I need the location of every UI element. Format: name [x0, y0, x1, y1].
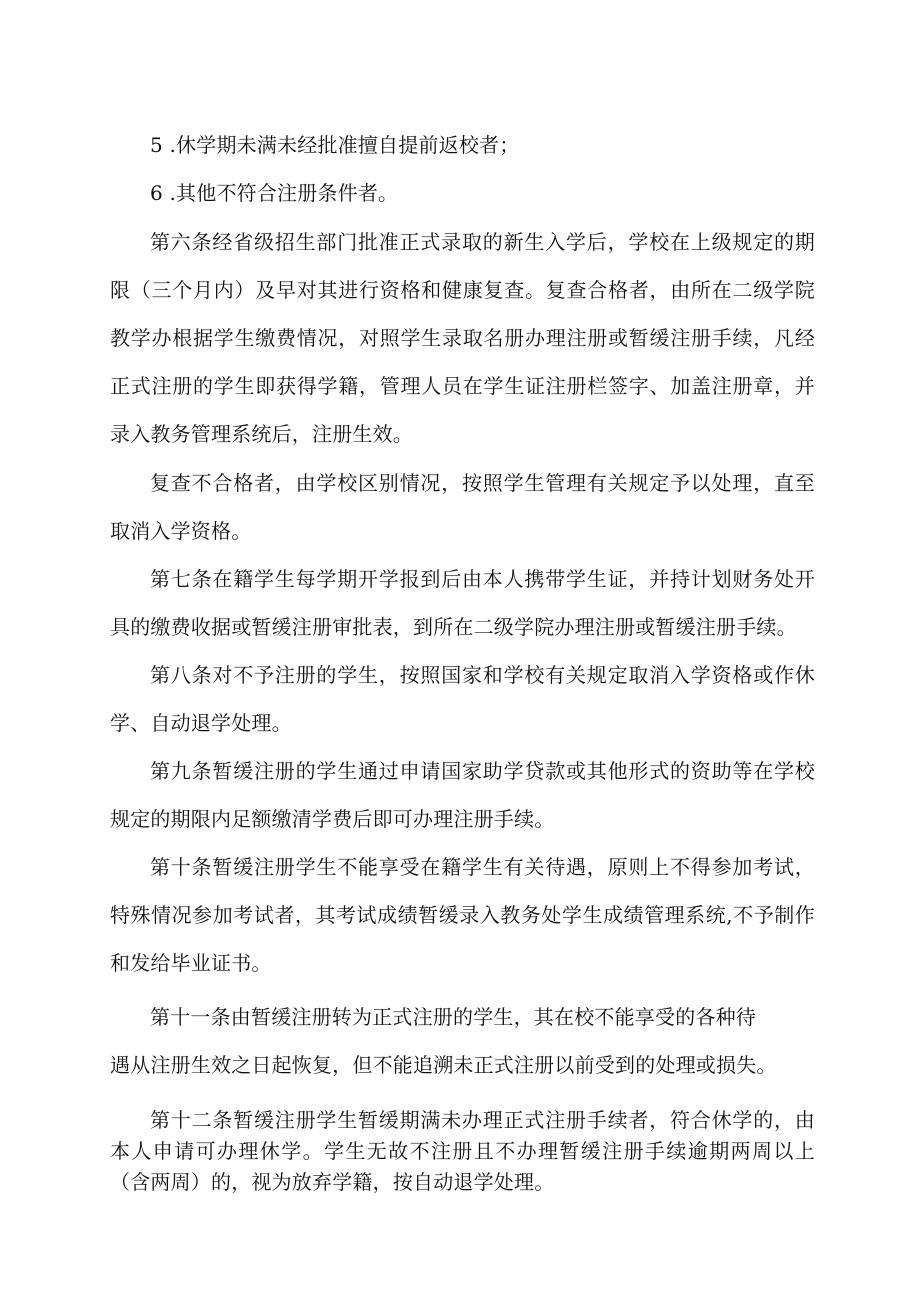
article-8: 第八条对不予注册的学生，按照国家和学校有关规定取消入学资格或作休学、自动退学处理。	[110, 663, 815, 735]
list-item-5: 5 .休学期未满未经批准擅自提前返校者；	[150, 133, 520, 157]
article-6-continuation: 复查不合格者，由学校区别情况，按照学生管理有关规定予以处理，直至取消入学资格。	[110, 471, 815, 543]
article-9: 第九条暂缓注册的学生通过申请国家助学贷款或其他形式的资助等在学校规定的期限内足额缴清学费后即可办理注册手续。	[110, 759, 815, 831]
article-6: 第六条经省级招生部门批准正式录取的新生入学后，学校在上级规定的期限（三个月内）及早对其进行资格和健康复查。复查合格者，由所在二级学院教学办根据学生缴费情况，对照学生录取名册办理注册或暂缓注册手续，凡经正式注册的学生即获得学籍，管理人员在学生证注册栏签字、加盖注册章，并录入教务管理系统后，注册生效。	[110, 230, 815, 446]
article-11-line-1: 第十一条由暂缓注册转为正式注册的学生，其在校不能享受的各种待	[150, 1005, 756, 1029]
article-10: 第十条暂缓注册学生不能享受在籍学生有关待遇，原则上不得参加考试，特殊情况参加考试者，其考试成绩暂缓录入教务处学生成绩管理系统,不予制作和发给毕业证书。	[110, 855, 815, 975]
article-7: 第七条在籍学生每学期开学报到后由本人携带学生证，并持计划财务处开具的缴费收据或暂缓注册审批表，到所在二级学院办理注册或暂缓注册手续。	[110, 567, 815, 639]
article-11-line-2: 遇从注册生效之日起恢复，但不能追溯未正式注册以前受到的处理或损失。	[110, 1053, 777, 1077]
article-12: 第十二条暂缓注册学生暂缓期满未办理正式注册手续者，符合休学的，由本人申请可办理休学。学生无故不注册且不办理暂缓注册手续逾期两周以上（含两周）的，视为放弃学籍，按自动退学处理。	[110, 1108, 815, 1194]
list-item-6: 6 .其他不符合注册条件者。	[150, 181, 399, 205]
